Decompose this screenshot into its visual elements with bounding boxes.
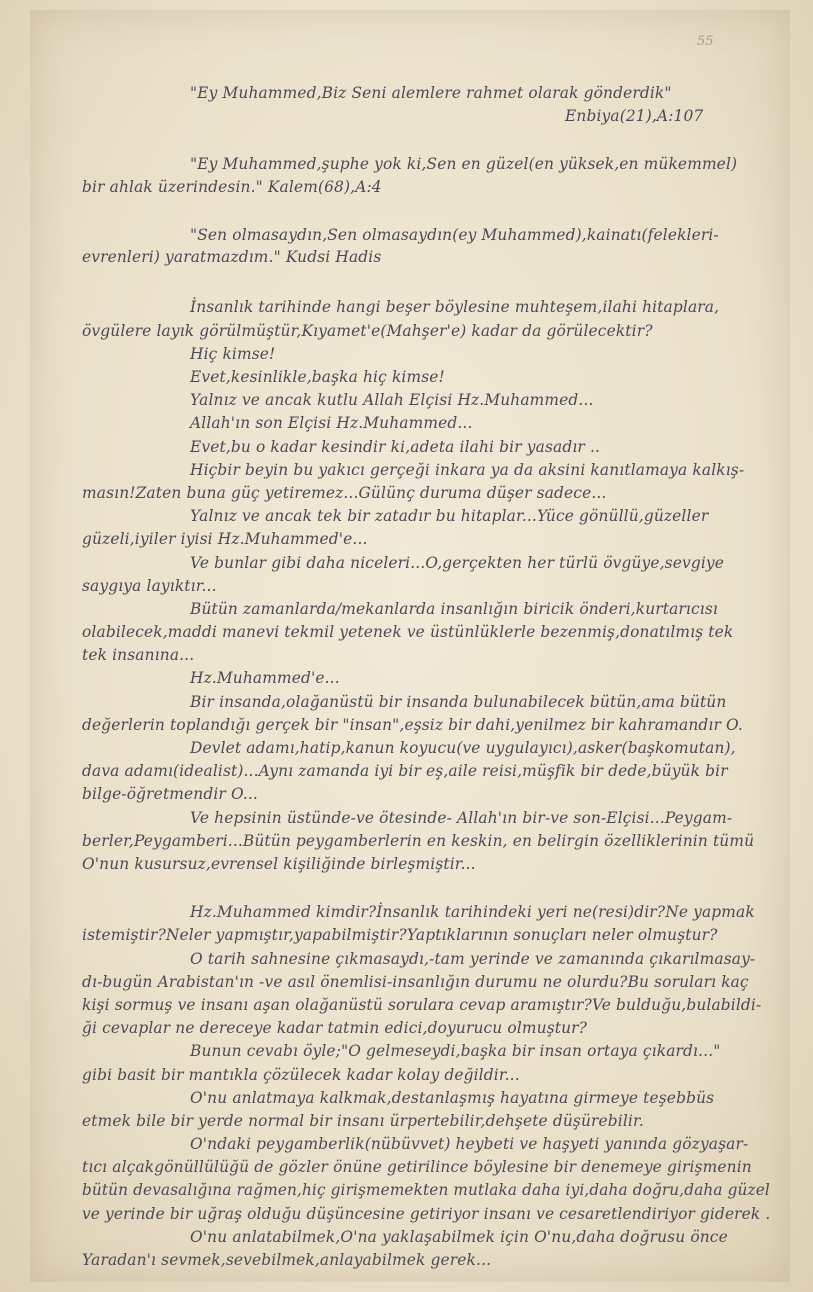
text-line: evrenleri) yaratmazdım." Kudsi Hadis xyxy=(82,248,382,266)
text-line: O'nu anlatabilmek,O'na yaklaşabilmek için O'nu,daha doğrusu önce xyxy=(190,1228,728,1246)
text-line: istemiştir?Neler yapmıştır,yapabilmiştir?Yaptıklarının sonuçları neler olmuştur? xyxy=(82,926,718,944)
text-line: değerlerin toplandığı gerçek bir "insan",eşsiz bir dahi,yenilmez bir kahramandır O. xyxy=(82,716,743,734)
text-line: ği cevaplar ne dereceye kadar tatmin edici,doyurucu olmuştur? xyxy=(82,1019,588,1037)
text-line: bilge-öğretmendir O... xyxy=(82,785,258,803)
text-line: Allah'ın son Elçisi Hz.Muhammed... xyxy=(190,414,473,432)
text-line: Yalnız ve ancak tek bir zatadır bu hitaplar...Yüce gönüllü,güzeller xyxy=(190,507,709,525)
text-line: Ve bunlar gibi daha niceleri...O,gerçekten her türlü övgüye,sevgiye xyxy=(190,554,724,572)
text-line: Yaradan'ı sevmek,sevebilmek,anlayabilmek gerek... xyxy=(82,1251,492,1269)
text-line: O'ndaki peygamberlik(nübüvvet) heybeti ve haşyeti yanında gözyaşar- xyxy=(190,1135,749,1153)
text-line: tıcı alçakgönüllülüğü de gözler önüne getirilince böylesine bir denemeye girişmenin xyxy=(82,1158,752,1176)
text-line: tek insanına... xyxy=(82,646,195,664)
text-line: Yalnız ve ancak kutlu Allah Elçisi Hz.Muhammed... xyxy=(190,391,594,409)
text-line: Hz.Muhammed'e... xyxy=(190,669,340,687)
text-line: etmek bile bir yerde normal bir insanı ürpertebilir,dehşete düşürebilir. xyxy=(82,1112,644,1130)
text-line: olabilecek,maddi manevi tekmil yetenek ve üstünlüklerle bezenmiş,donatılmış tek xyxy=(82,623,734,641)
text-line: kişi sormuş ve insanı aşan olağanüstü sorulara cevap aramıştır?Ve bulduğu,bulabildi- xyxy=(82,996,762,1014)
text-line: Enbiya(21),A:107 xyxy=(565,107,704,125)
text-line: "Ey Muhammed,Biz Seni alemlere rahmet olarak gönderdik" xyxy=(190,84,672,102)
text-line: Hz.Muhammed kimdir?İnsanlık tarihindeki yeri ne(resi)dir?Ne yapmak xyxy=(190,903,755,921)
text-line: gibi basit bir mantıkla çözülecek kadar kolay değildir... xyxy=(82,1066,520,1084)
text-line: İnsanlık tarihinde hangi beşer böylesine muhteşem,ilahi hitaplara, xyxy=(190,298,720,316)
text-line: dava adamı(idealist)...Aynı zamanda iyi bir eş,aile reisi,müşfik bir dede,büyük bir xyxy=(82,762,728,780)
text-line: Hiç kimse! xyxy=(190,345,276,363)
text-line: Hiçbir beyin bu yakıcı gerçeği inkara ya da aksini kanıtlamaya kalkış- xyxy=(190,461,745,479)
text-line: bir ahlak üzerindesin." Kalem(68),A:4 xyxy=(82,178,382,196)
text-line: dı-bugün Arabistan'ın -ve asıl önemlisi-insanlığın durumu ne olurdu?Bu soruları kaç xyxy=(82,973,749,991)
text-line: O'nun kusursuz,evrensel kişiliğinde birleşmiştir... xyxy=(82,855,476,873)
text-line: saygıya layıktır... xyxy=(82,577,217,595)
text-line: Bunun cevabı öyle;"O gelmeseydi,başka bir insan ortaya çıkardı..." xyxy=(190,1042,721,1060)
text-line: Devlet adamı,hatip,kanun koyucu(ve uygulayıcı),asker(başkomutan), xyxy=(190,739,736,757)
text-line: övgülere layık görülmüştür,Kıyamet'e(Mahşer'e) kadar da görülecektir? xyxy=(82,322,653,340)
page-number: 55 xyxy=(697,34,714,49)
text-line: masın!Zaten buna güç yetiremez...Gülünç duruma düşer sadece... xyxy=(82,484,607,502)
text-line: bütün devasalığına rağmen,hiç girişmemekten mutlaka daha iyi,daha doğru,daha güzel xyxy=(82,1181,770,1199)
text-line: Evet,kesinlikle,başka hiç kimse! xyxy=(190,368,445,386)
text-line: O'nu anlatmaya kalkmak,destanlaşmış hayatına girmeye teşebbüs xyxy=(190,1089,715,1107)
text-line: ve yerinde bir uğraş olduğu düşüncesine getiriyor insanı ve cesaretlendiriyor giderek . xyxy=(82,1205,771,1223)
text-line: "Ey Muhammed,şuphe yok ki,Sen en güzel(en yüksek,en mükemmel) xyxy=(190,155,738,173)
text-line: Ve hepsinin üstünde-ve ötesinde- Allah'ın bir-ve son-Elçisi...Peygam- xyxy=(190,809,733,827)
text-line: Bütün zamanlarda/mekanlarda insanlığın biricik önderi,kurtarıcısı xyxy=(190,600,718,618)
text-line: güzeli,iyiler iyisi Hz.Muhammed'e... xyxy=(82,530,368,548)
text-line: berler,Peygamberi...Bütün peygamberlerin en keskin, en belirgin özelliklerinin tümü xyxy=(82,832,755,850)
text-line: Bir insanda,olağanüstü bir insanda bulunabilecek bütün,ama bütün xyxy=(190,693,727,711)
text-line: "Sen olmasaydın,Sen olmasaydın(ey Muhammed),kainatı(felekleri- xyxy=(190,226,719,244)
text-line: Evet,bu o kadar kesindir ki,adeta ilahi bir yasadır .. xyxy=(190,438,601,456)
text-line: O tarih sahnesine çıkmasaydı,-tam yerinde ve zamanında çıkarılmasay- xyxy=(190,950,756,968)
